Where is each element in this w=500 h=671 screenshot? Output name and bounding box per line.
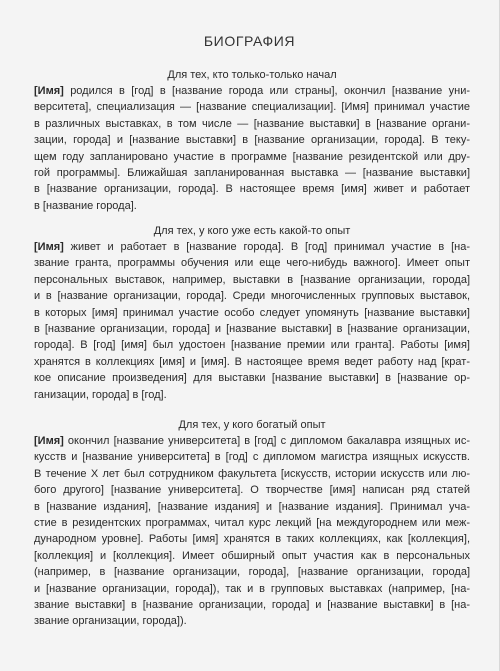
body-line: хранятся в коллекциях [имя] и [имя]. В настоящее время ведет работу над [крат- bbox=[34, 355, 470, 368]
section-rich-experience bbox=[34, 418, 470, 630]
section-subtitle: Для тех, кто только-только начал bbox=[167, 69, 337, 81]
body-line: стие в резидентских программах, читал курс лекций [на междугороднем или меж- bbox=[34, 517, 470, 530]
page-title: БИОГРАФИЯ bbox=[203, 33, 296, 49]
body-line: в которых [имя] принимал участие особо следует упомянуть [название выставки] bbox=[34, 306, 470, 319]
body-line: персональных выставок, например, выставки в [название организации, города] bbox=[34, 273, 470, 286]
body-line: в [название организации, города]. В настоящее время [имя] живет и работает bbox=[34, 183, 470, 196]
body-line: зации, города] и [название выставки] в [название организации, города]. В теку- bbox=[34, 134, 470, 147]
body-line: звание организации, города]). bbox=[34, 615, 187, 628]
name-label: [Имя] bbox=[34, 435, 64, 447]
body-line: окончил [название университета] в [год] с дипломом бакалавра изящных ис- bbox=[63, 435, 470, 447]
body-line: щем году запланировано участие в программе [название резидентской или дру- bbox=[34, 150, 470, 163]
body-line: дународном уровне]. Работы [имя] хранятся в таких коллекциях, как [коллекция], bbox=[34, 533, 470, 546]
body-line: города]. В [год] [имя] был удостоен [название премии или гранта]. Работы [имя] bbox=[34, 339, 470, 352]
body-line: родился в [год] в [название города или страны], окончил [название уни- bbox=[63, 85, 470, 97]
body-line: верситета], специализация — [название специализации]. [Имя] принимал участие bbox=[34, 101, 470, 114]
name-label: [Имя] bbox=[34, 241, 64, 253]
body-line: и [название организации, города]), так и в групповых выставках (например, [на- bbox=[34, 582, 470, 595]
body-line: В течение X лет был сотрудником факультета [искусств, истории искусств или лю- bbox=[34, 467, 470, 480]
section-some-experience bbox=[34, 224, 470, 403]
name-label: [Имя] bbox=[34, 85, 64, 97]
section-body bbox=[34, 83, 470, 214]
body-line: в [название издания], [название издания] и [название издания]. Принимал уча- bbox=[34, 500, 470, 513]
body-line: ганизации, города] в [год]. bbox=[34, 388, 167, 401]
body-line: бого другого] [название университета]. О творчестве [имя] написан ряд статей bbox=[34, 484, 470, 497]
body-line: [коллекция] и [коллекция]. Имеет обширный опыт участия как в персональных bbox=[34, 549, 470, 562]
body-line: (например, в [название организации, города], [название организации, города] bbox=[34, 566, 470, 579]
body-line: звание выставки] в [название организации, города] и [название выставки] в [на- bbox=[34, 599, 470, 612]
body-line: звание гранта, программы обучения или еще чего-нибудь важного]. Имеет опыт bbox=[34, 257, 470, 270]
body-line: в различных выставках, в том числе — [название выставки] в [название органи- bbox=[34, 117, 470, 130]
section-beginner bbox=[34, 68, 470, 214]
body-line: кусств и [название университета] в [год] с дипломом магистра изящных искусств. bbox=[34, 451, 470, 464]
section-body bbox=[34, 239, 470, 403]
section-subtitle: Для тех, у кого богатый опыт bbox=[178, 419, 326, 431]
body-line: в [название города]. bbox=[34, 199, 137, 212]
body-line: живет и работает в [название города]. В [год] принимал участие в [на- bbox=[63, 241, 470, 253]
body-line: и в [название организации, города]. Среди многочисленных групповых выставок, bbox=[34, 290, 470, 303]
body-line: кое описание произведения] для выставки [название выставки] в [название ор- bbox=[34, 372, 470, 385]
section-subtitle: Для тех, у кого уже есть какой-то опыт bbox=[153, 225, 351, 237]
body-line: гой программы]. Ближайшая запланированная выставка — [название выставки] bbox=[34, 167, 470, 180]
section-body bbox=[34, 433, 470, 630]
body-line: в [название организации, города] и [название выставки] в [название организации, bbox=[34, 323, 470, 336]
